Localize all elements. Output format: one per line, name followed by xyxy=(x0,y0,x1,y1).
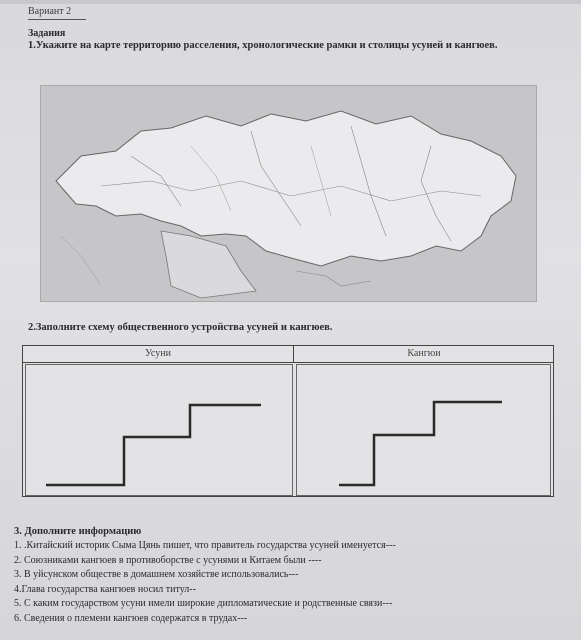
column-header-usuni: Усуни xyxy=(23,346,293,363)
usuni-scheme-cell[interactable] xyxy=(25,364,293,496)
task3-list xyxy=(14,539,574,626)
list-item: 5. С каким государством усуни имели широкие дипломатические и родственные связи--- xyxy=(14,598,393,609)
list-item: 1. .Китайский историк Сыма Цянь пишет, что правитель государства усуней именуется--- xyxy=(14,540,396,551)
page-top-edge xyxy=(0,0,581,4)
task3-title: 3. Дополните информацию xyxy=(14,526,142,537)
staircase-diagram-icon xyxy=(297,365,550,495)
contour-map xyxy=(40,85,537,302)
tasks-label: Задания xyxy=(28,28,66,39)
variant-label: Вариант 2 xyxy=(28,6,72,17)
scheme-table xyxy=(22,345,554,497)
list-item: 3. В уйсунском обществе в домашнем хозяйстве использовались--- xyxy=(14,569,299,580)
column-header-kangyui: Кангюи xyxy=(293,346,554,363)
task2-title: 2.Заполните схему общественного устройства усуней и кангюев. xyxy=(28,322,333,333)
variant-underline xyxy=(28,19,86,20)
kangyui-scheme-cell[interactable] xyxy=(296,364,551,496)
task1-text: 1.Укажите на карте территорию расселения, хронологические рамки и столицы усуней и кангюев. xyxy=(28,40,498,51)
staircase-diagram-icon xyxy=(26,365,292,495)
kazakhstan-map-icon xyxy=(41,86,536,301)
list-item: 2. Союзниками кангюев в противоборстве с усунями и Китаем были ---- xyxy=(14,554,322,566)
list-item: 6. Сведения о племени кангюев содержатся в трудах--- xyxy=(14,612,248,624)
list-item: 4.Глава государства кангюев носил титул-- xyxy=(14,583,196,595)
